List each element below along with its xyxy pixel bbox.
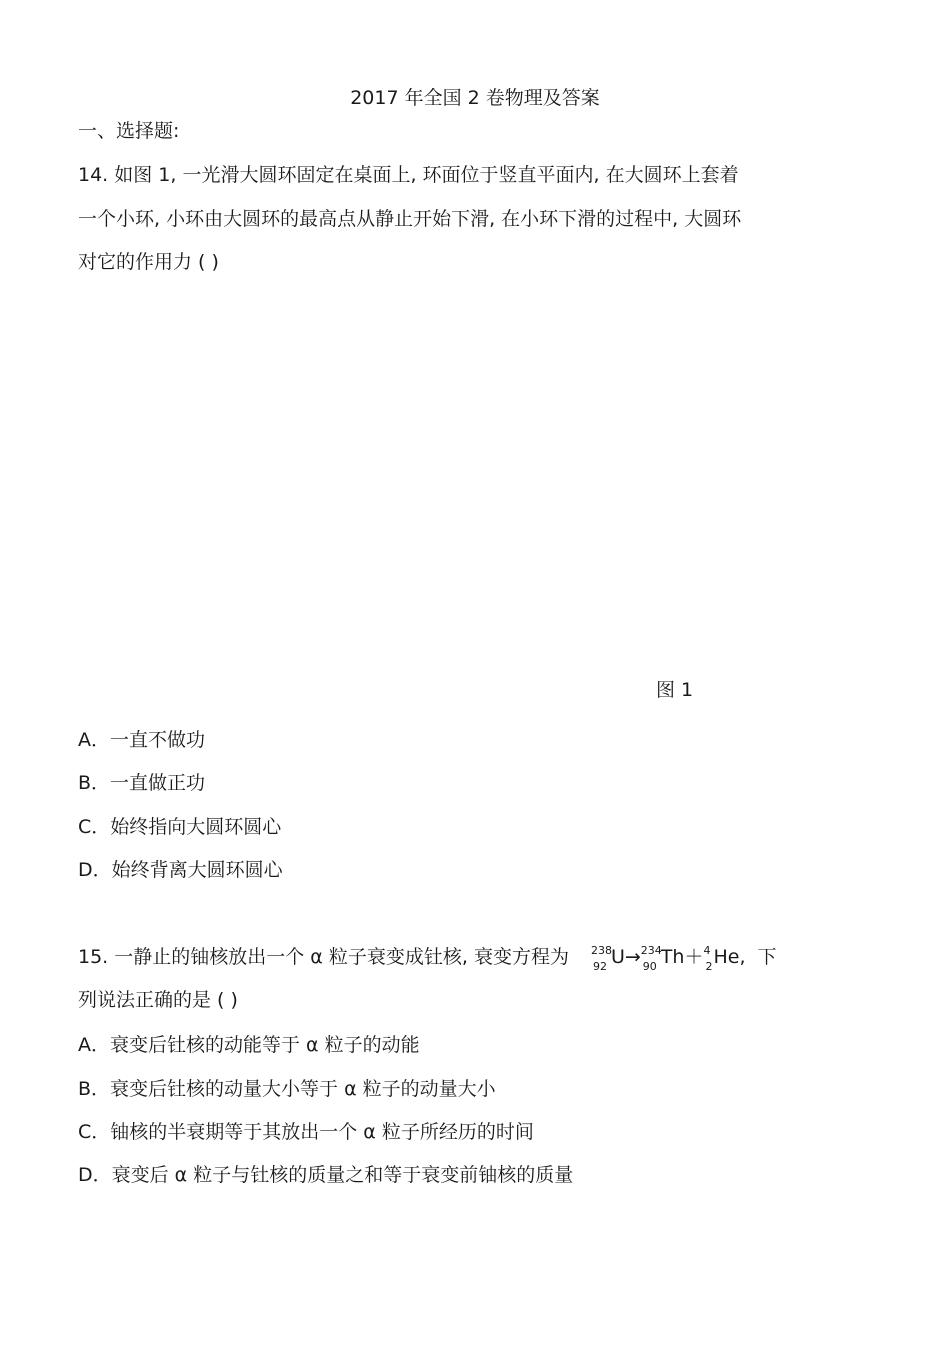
thorium-atomic-number: 90 (642, 960, 657, 973)
uranium-nuclide (590, 944, 625, 973)
arrow-symbol: → (624, 946, 641, 968)
uranium-mass-number: 238 (590, 944, 612, 957)
uranium-symbol: U (610, 946, 625, 968)
page-title: 2017 年全国 2 卷物理及答案 (350, 87, 600, 109)
thorium-mass-number: 234 (640, 944, 662, 957)
helium-atomic-number: 2 (705, 960, 713, 973)
q14-option-c: C．始终指向大圆环圆心 (78, 816, 282, 838)
q14-option-a: A．一直不做功 (78, 729, 205, 751)
uranium-atomic-number: 92 (592, 960, 607, 973)
q15-option-b: B．衰变后钍核的动量大小等于 α 粒子的动量大小 (78, 1078, 496, 1100)
figure-1-label: 图 1 (656, 679, 694, 701)
q15-line-1 (78, 944, 777, 973)
helium-mass-number: 4 (703, 944, 711, 957)
helium-nuclide (703, 944, 746, 973)
q15-option-a: A．衰变后钍核的动能等于 α 粒子的动能 (78, 1034, 420, 1056)
q14-option-b: B．一直做正功 (78, 772, 206, 794)
q15-option-c: C．铀核的半衰期等于其放出一个 α 粒子所经历的时间 (78, 1121, 534, 1143)
q14-option-d: D．始终背离大圆环圆心 (78, 859, 283, 881)
thorium-nuclide (640, 944, 685, 973)
plus-symbol: ＋ (684, 946, 704, 968)
q14-line-2: 一个小环, 小环由大圆环的最高点从静止开始下滑, 在小环下滑的过程中, 大圆环 (78, 208, 742, 230)
q15-line-1-tail: 下 (757, 946, 777, 968)
section-heading: 一、选择题: (78, 120, 180, 142)
thorium-symbol: Th (660, 946, 685, 968)
q14-line-1: 14. 如图 1, 一光滑大圆环固定在桌面上, 环面位于竖直平面内, 在大圆环上套着 (78, 164, 739, 186)
q15-line-1-text: 15. 一静止的铀核放出一个 α 粒子衰变成钍核, 衰变方程为 (78, 946, 569, 968)
q14-line-3: 对它的作用力 ( ) (78, 251, 219, 273)
figure-1-area (78, 292, 858, 662)
q15-line-2: 列说法正确的是 ( ) (78, 989, 238, 1011)
helium-symbol: He, (713, 946, 746, 968)
q15-option-d: D．衰变后 α 粒子与钍核的质量之和等于衰变前铀核的质量 (78, 1164, 574, 1186)
